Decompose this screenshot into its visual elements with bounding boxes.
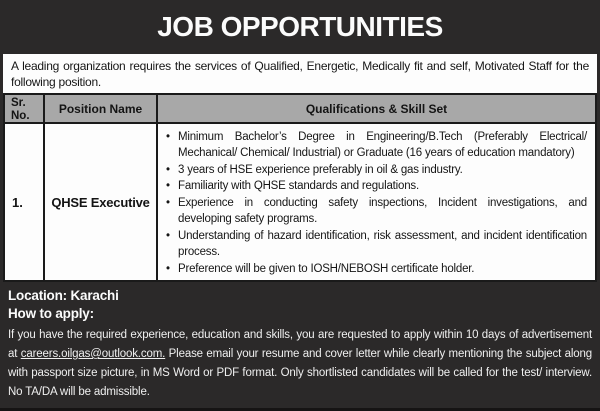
intro-text: A leading organization requires the services of Qualified, Energetic, Medically fit and self, Motivated Staff for the following position.: [11, 59, 589, 89]
bullet-item: • Familiarity with QHSE standards and regulations.: [165, 178, 587, 195]
bullet-item: • Preference will be given to IOSH/NEBOSH certificate holder.: [165, 261, 587, 278]
cell-sr-no: 1.: [5, 124, 45, 280]
footer-section: [0, 282, 600, 409]
how-to-apply-label: How to apply:: [8, 306, 94, 321]
cell-position-name: QHSE Executive: [45, 124, 158, 280]
header-cell-sr-no: [5, 95, 45, 122]
header-sr-line1: Sr.: [11, 97, 26, 109]
bullet-item: • Experience in conducting safety inspections, Incident investigations, and developing safety programs.: [165, 195, 587, 228]
header-cell-qualifications: Qualifications & Skill Set: [305, 101, 448, 116]
qualifications-list: [165, 129, 587, 278]
table-row: [5, 124, 595, 280]
table-header-row: [5, 95, 595, 124]
title-band: [0, 0, 600, 54]
location-label: Location: Karachi: [8, 288, 119, 303]
bullet-item: • Understanding of hazard identification, risk assessment, and incident identification process.: [165, 228, 587, 261]
intro-section: [3, 54, 597, 93]
page-title: JOB OPPORTUNITIES: [157, 11, 443, 42]
header-sr-line2: No.: [11, 110, 30, 122]
cell-qualifications: [158, 124, 595, 280]
bullet-item: • Minimum Bachelor’s Degree in Engineering/B.Tech (Preferably Electrical/ Mechanical/ Chemical/ Industrial) or Graduate (16 years of education mandatory): [165, 129, 587, 162]
positions-table: [3, 93, 597, 282]
apply-instructions: [8, 326, 592, 402]
apply-text-before-email: If you have the required experience, education and skills, you are requested to apply within 10 days of advertisement at: [8, 329, 592, 360]
apply-text-after-email: Please email your resume and cover letter while clearly mentioning the subject along with passport size picture, in MS Word or PDF format. Only shortlisted candidates will be called for the test/ interview. No TA/DA will be admissible.: [8, 348, 592, 398]
email-link[interactable]: careers.oilgas@outlook.com.: [20, 348, 166, 360]
bullet-item: • 3 years of HSE experience preferably in oil & gas industry.: [165, 162, 587, 179]
header-cell-position: Position Name: [45, 95, 158, 122]
